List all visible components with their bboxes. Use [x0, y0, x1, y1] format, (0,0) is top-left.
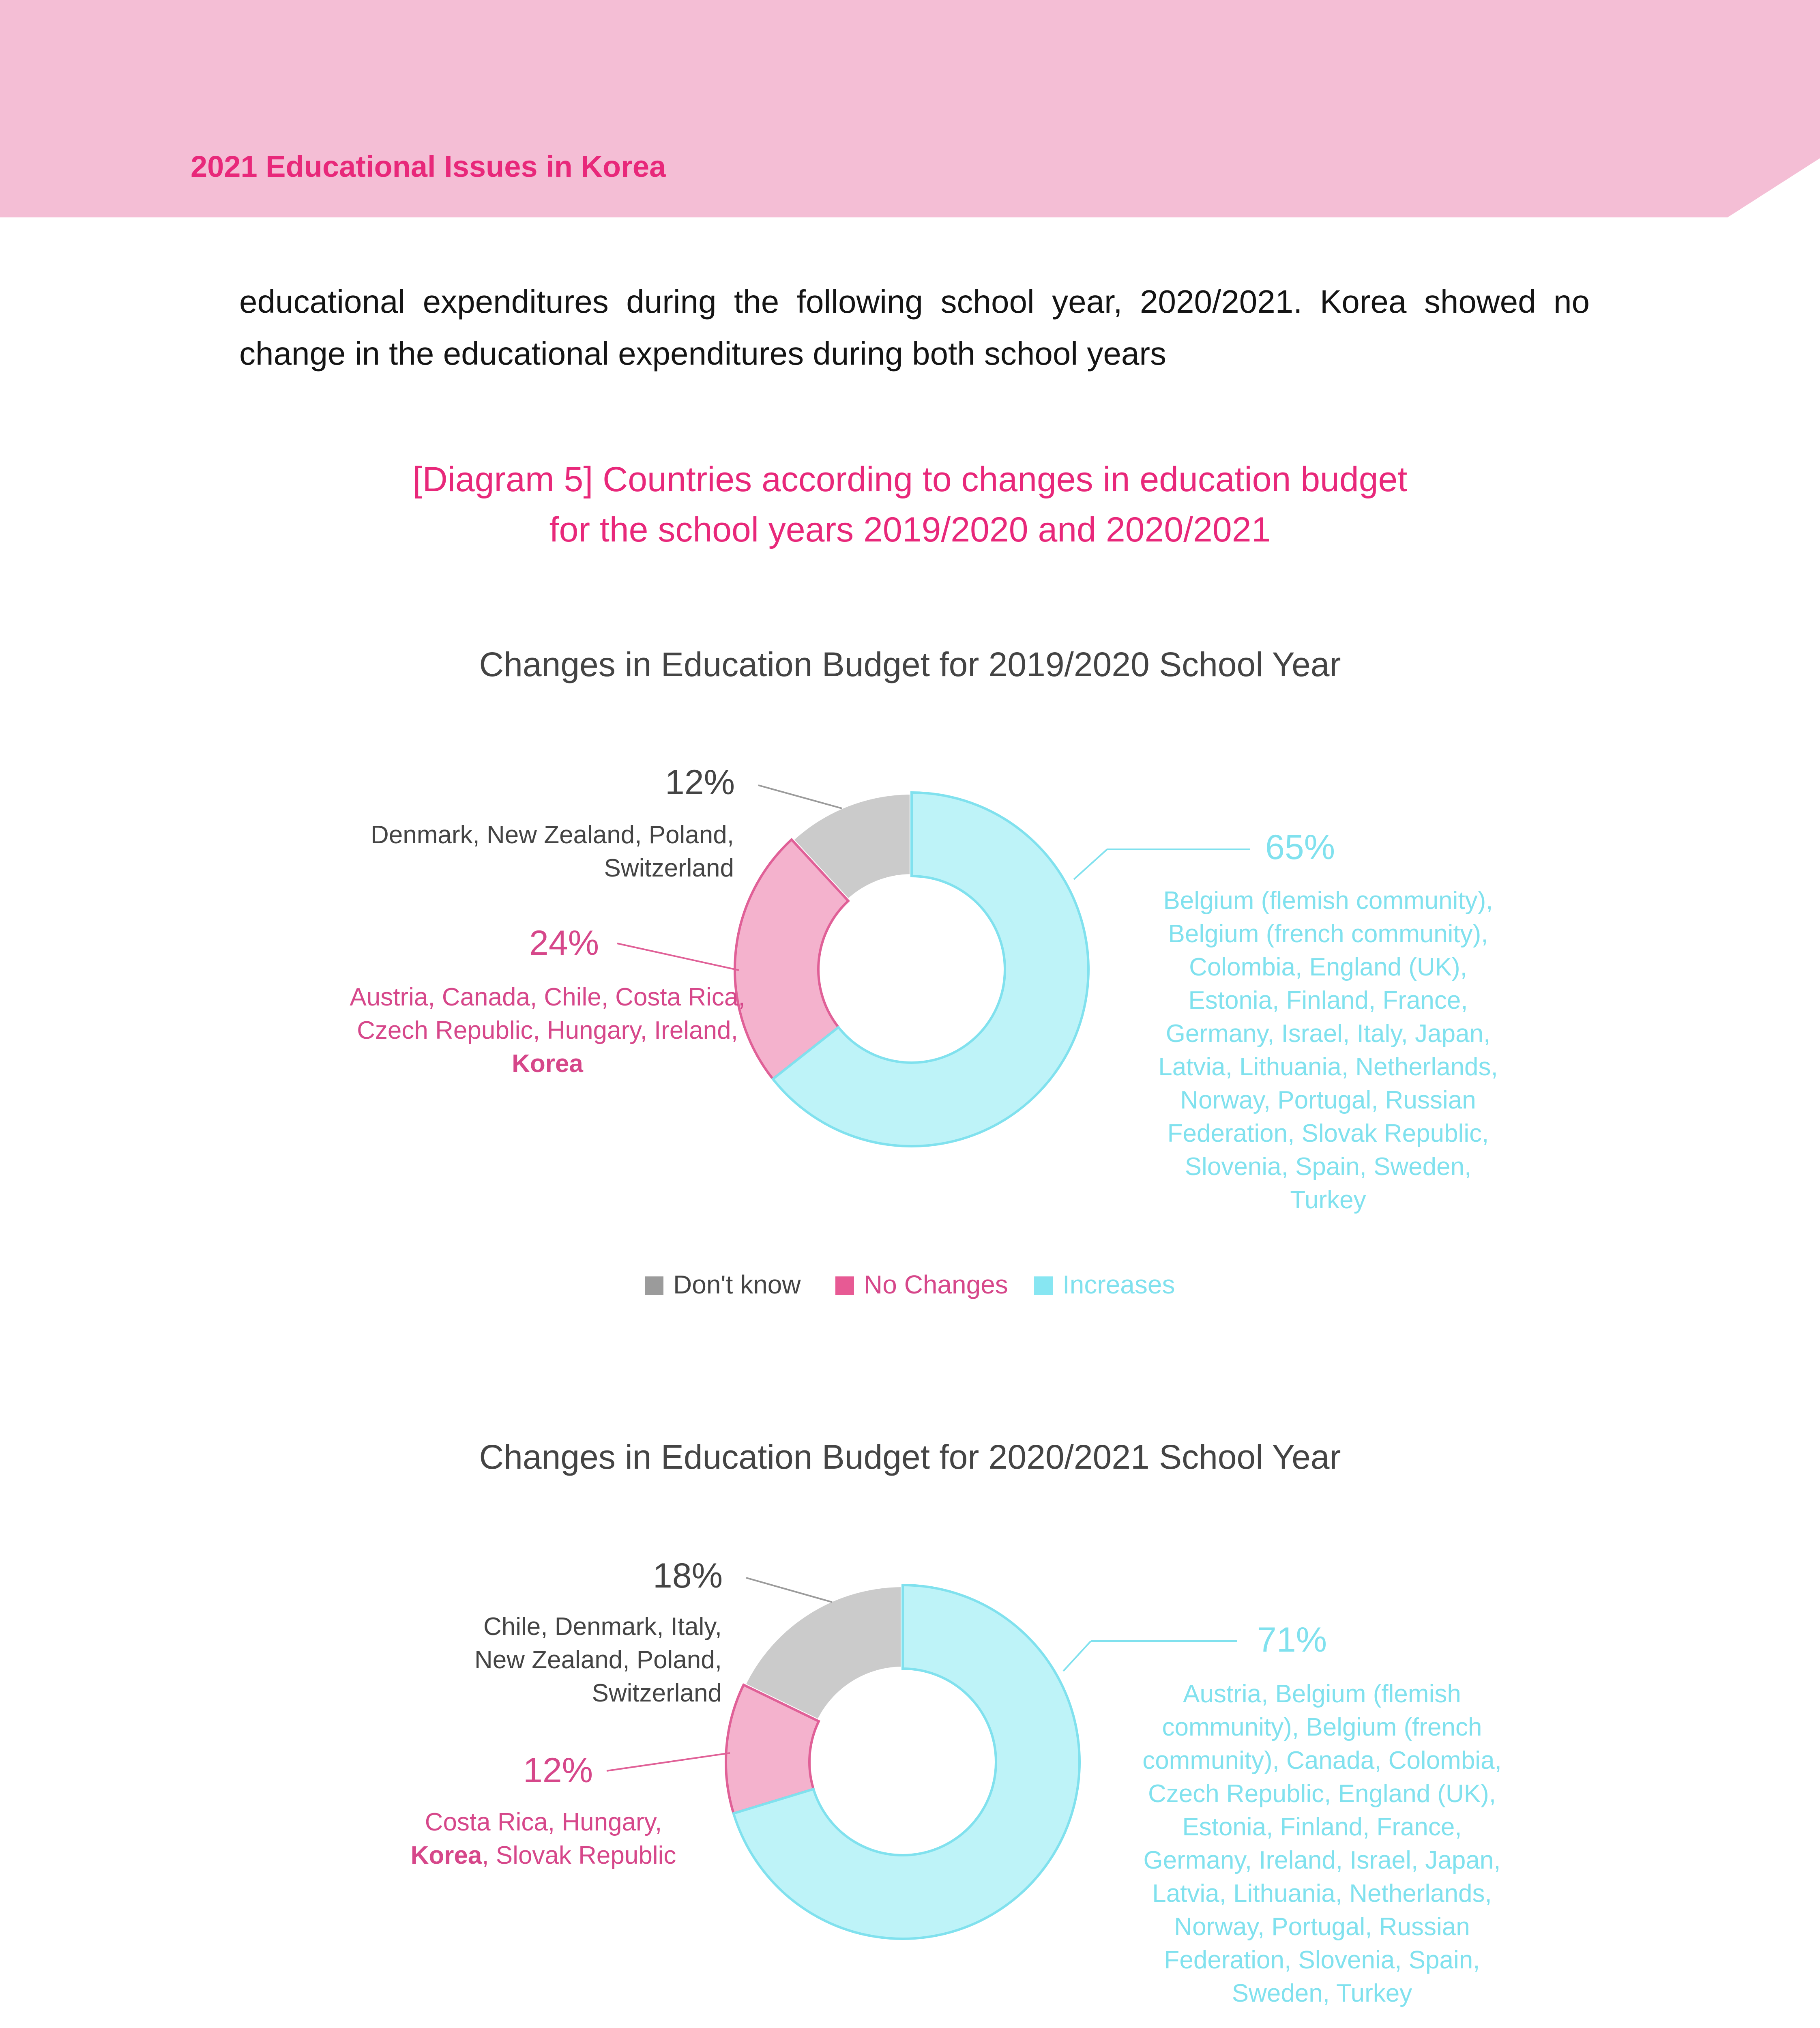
chart-2-korea-highlight: Korea: [410, 1841, 482, 1869]
chart-2-dont-know-pct: 18%: [653, 1556, 723, 1595]
chart-2-no-changes-line-1: Costa Rica, Hungary,: [425, 1808, 662, 1836]
chart-2-increases-countries: Austria, Belgium (flemish community), Belgium (french community), Canada, Colombia, Czech Republic, England (UK), Estonia, Finland, France, Germany, Ireland, Israel, Japan, Latvia, Lithuania, Netherlands, Norway, Portugal, Russian Federation, Slovenia, Spain, Sweden, Turkey: [1142, 1680, 1502, 2007]
legend-label: Increases: [1062, 1270, 1175, 1299]
legend-label: No Changes: [864, 1270, 1008, 1299]
chart-1-increases-pct: 65%: [1265, 828, 1335, 867]
chart-1-no-changes-list: Austria, Canada, Chile, Costa Rica, Czech Republic, Hungary, Ireland,: [350, 983, 745, 1044]
chart-1-no-changes-pct: 24%: [529, 924, 599, 962]
chart-2-no-changes-line-2: [385, 1839, 702, 1872]
chart-2-no-changes-pct: 12%: [523, 1751, 593, 1790]
running-header: 2021 Educational Issues in Korea: [191, 150, 666, 183]
chart-1-title: Changes in Education Budget for 2019/2020 School Year: [479, 645, 1341, 683]
chart-2-no-changes-rest: , Slovak Republic: [482, 1841, 676, 1869]
intro-paragraph: educational expenditures during the following school year, 2020/2021. Korea showed no change in the educational expenditures during both school years: [239, 284, 1590, 372]
chart-2-title: Changes in Education Budget for 2020/2021 School Year: [479, 1438, 1341, 1476]
chart-1-increases-countries: Belgium (flemish community), Belgium (french community), Colombia, England (UK), Estonia, Finland, France, Germany, Israel, Italy, Japan, Latvia, Lithuania, Netherlands, Norway, Portugal, Russian Federation, Slovak Republic, Slovenia, Spain, Sweden, Turkey: [1158, 887, 1498, 1214]
chart-2-increases-pct: 71%: [1257, 1620, 1327, 1659]
diagram-title-line-2: for the school years 2019/2020 and 2020/2021: [549, 510, 1271, 549]
chart-2-dont-know-countries: Chile, Denmark, Italy, New Zealand, Poland, Switzerland: [474, 1613, 722, 1707]
chart-1-dont-know-pct: 12%: [665, 763, 735, 802]
diagram-title-line-1: [Diagram 5] Countries according to changes in education budget: [412, 460, 1408, 499]
chart-1-korea-highlight: Korea: [512, 1050, 583, 1078]
chart-1-dont-know-countries: Denmark, New Zealand, Poland, Switzerland: [370, 821, 734, 882]
legend-label: Don't know: [673, 1270, 801, 1299]
chart-2-no-changes-countries: [385, 1806, 702, 1872]
